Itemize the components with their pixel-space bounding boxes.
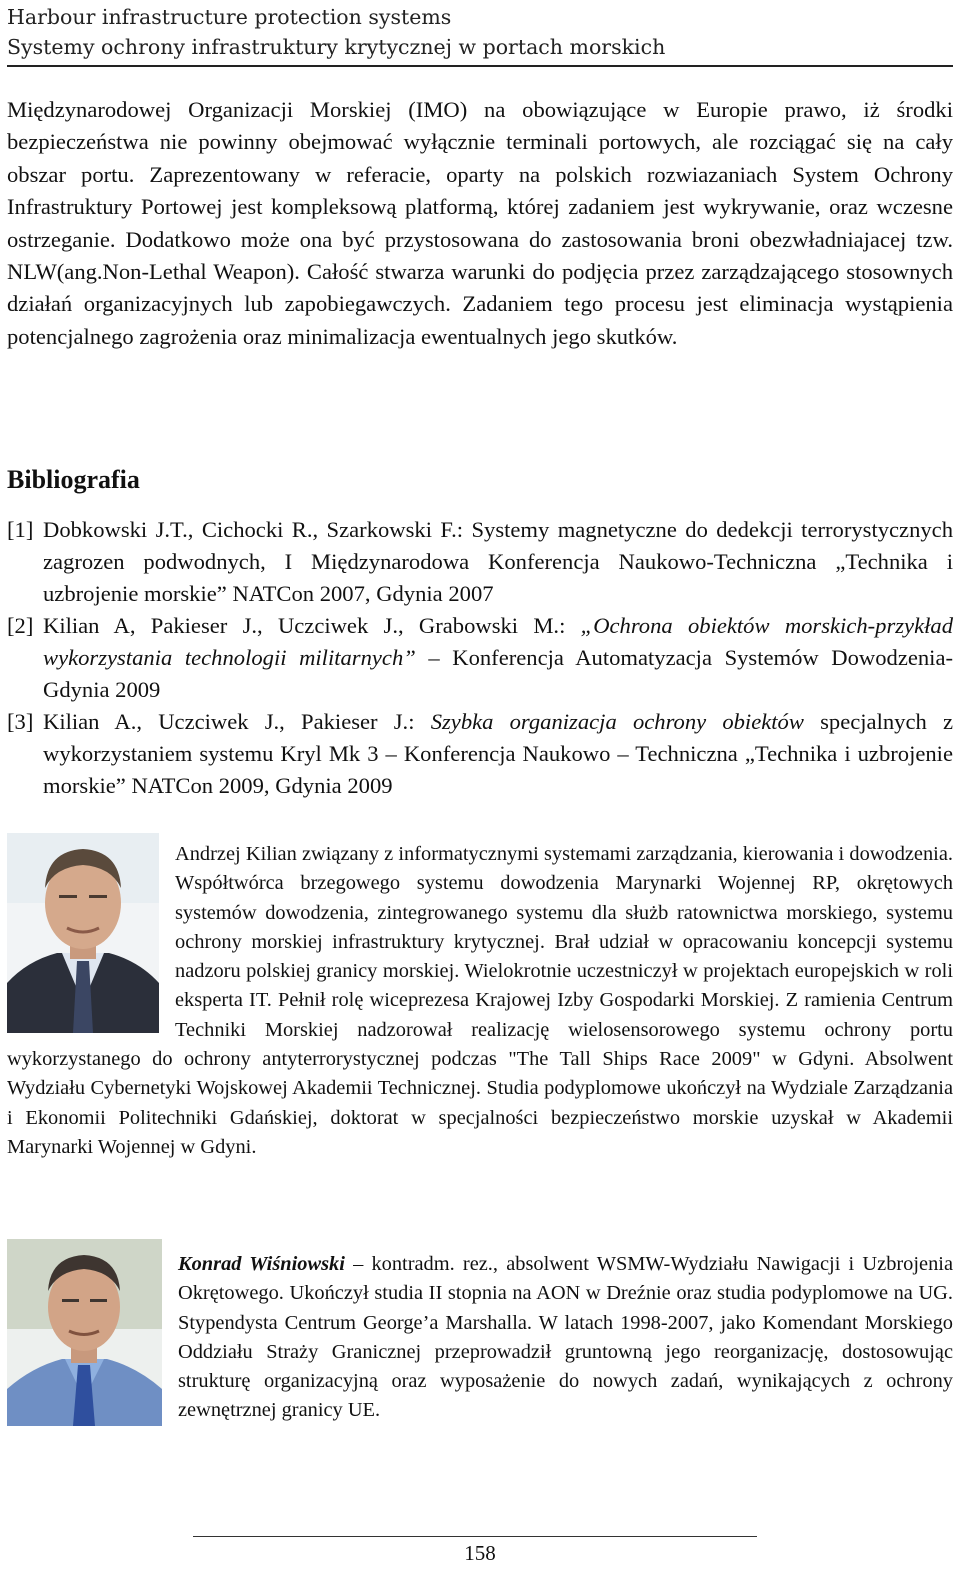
reference-number: [2] [7, 613, 34, 638]
author-photo [7, 833, 159, 1033]
footer-rule [193, 1536, 757, 1537]
author-name: Konrad Wiśniowski [178, 1253, 345, 1275]
page-number: 158 [464, 1541, 496, 1565]
reference-number: [3] [7, 709, 34, 734]
reference-title: „Ochrona obiektów morskich-przykład wykorzystania technologii militarnych” [43, 613, 953, 670]
bibliography-heading: Bibliografia [7, 465, 140, 494]
body-paragraph: Międzynarodowej Organizacji Morskiej (IMO) na obowiązujące w Europie prawo, iż środki bezpieczeństwa nie powinny obejmować wyłącznie terminali portowych, ale rozciągać się na cały obszar portu. Zaprezentowany w referacie, oparty na polskich rozwiazaniach System Ochrony Infrastruktury Portowej jest kompleksową platformą, której zadaniem jest wykrywanie, oraz wczesne ostrzeganie. Dodatkowo może ona być przystosowana do zastosowania broni obezwładniajacej tzw. NLW(ang.Non-Lethal Weapon). Całość stwarza warunki do podjęcia przez zarządzającego stosownych działań organizacyjnych lub zapobiegawczych. Zadaniem tego procesu jest eliminacja wystąpienia potencjalnego zagrożenia oraz minimalizacja ewentualnych jego skutków. [7, 97, 953, 349]
author-bio [7, 1250, 953, 1430]
bibliography-list [7, 514, 953, 802]
reference-authors: Kilian A., Uczciwek J., Pakieser J. [43, 709, 409, 734]
reference-title: Systemy magnetyczne do dedekcji terrorystycznych zagrozen podwodnych, [43, 517, 953, 574]
author-bio [7, 840, 953, 1162]
bibliography-item [7, 514, 953, 610]
reference-separator: : [408, 709, 431, 734]
bibliography-item [7, 610, 953, 706]
header-title-en: Harbour infrastructure protection systems [7, 5, 452, 29]
running-header [7, 2, 953, 62]
header-title-pl: Systemy ochrony infrastruktury krytycznej w portach morskich [7, 35, 666, 59]
reference-details: specjalnych z wykorzystaniem systemu Kryl Mk 3 – Konferencja Naukowo – Techniczna „Technika i uzbrojenie morskie” NATCon 2009, Gdynia 2009 [43, 709, 953, 798]
reference-details: – Konferencja Automatyzacja Systemów Dowodzenia- Gdynia 2009 [43, 645, 954, 702]
reference-separator: : [456, 517, 472, 542]
reference-title: Szybka organizacja ochrony obiektów [430, 709, 804, 734]
author-bio-text: – kontradm. rez., absolwent WSMW-Wydziału Nawigacji i Uzbrojenia Okrętowego. Ukończył studia II stopnia na AON w Dreźnie oraz studia podyplomowe na UG. Stypendysta Centrum George’a Marshalla. W latach 1998-2007, jako Komendant Morskiego Oddziału Straży Granicznej przeprowadził gruntowną jego reorganizację, dostosowując strukturę organizacyjną oraz wyposażenie do nowych zadań, wynikających z ochrony zewnętrznej granicy UE. [178, 1253, 954, 1422]
reference-authors: Kilian A, Pakieser J., Uczciwek J., Grabowski M. [43, 613, 560, 638]
header-rule [7, 65, 953, 67]
bibliography-item [7, 706, 953, 802]
reference-details: I Międzynarodowa Konferencja Naukowo-Techniczna „Technika i uzbrojenie morskie” NATCon 2007, Gdynia 2007 [43, 549, 953, 606]
reference-separator: : [559, 613, 581, 638]
reference-authors: Dobkowski J.T., Cichocki R., Szarkowski F. [43, 517, 457, 542]
reference-number: [1] [7, 517, 34, 542]
author-photo [7, 1239, 162, 1426]
author-bio-text: Andrzej Kilian związany z informatycznymi systemami zarządzania, kierowania i dowodzenia. Współtwórca brzegowego systemu dowodzenia Marynarki Wojennej RP, okrętowych systemów dowodzenia, zintegrowanego systemu dla służb ratownictwa morskiego, systemu ochrony morskiej infrastruktury krytycznej. Brał udział w opracowaniu koncepcji systemu nadzoru polskiej granicy morskiej. Wielokrotnie uczestniczył w projektach europejskich w roli eksperta IT. Pełnił rolę wiceprezesa Krajowej Izby Gospodarki Morskiej. Z ramienia Centrum Techniki Morskiej nadzorował realizację wielosensorowego systemu ochrony portu wykorzystanego do ochrony antyterrorystycznej podczas "The Tall Ships Race 2009" w Gdyni. Absolwent Wydziału Cybernetyki Wojskowej Akademii Technicznej. Studia podyplomowe ukończył na Wydziale Zarządzania i Ekonomii Politechniki Gdańskiej, doktorat w specjalności bezpieczeństwo morskie uzyskał w Akademii Marynarki Wojennej w Gdyni. [7, 843, 953, 1158]
